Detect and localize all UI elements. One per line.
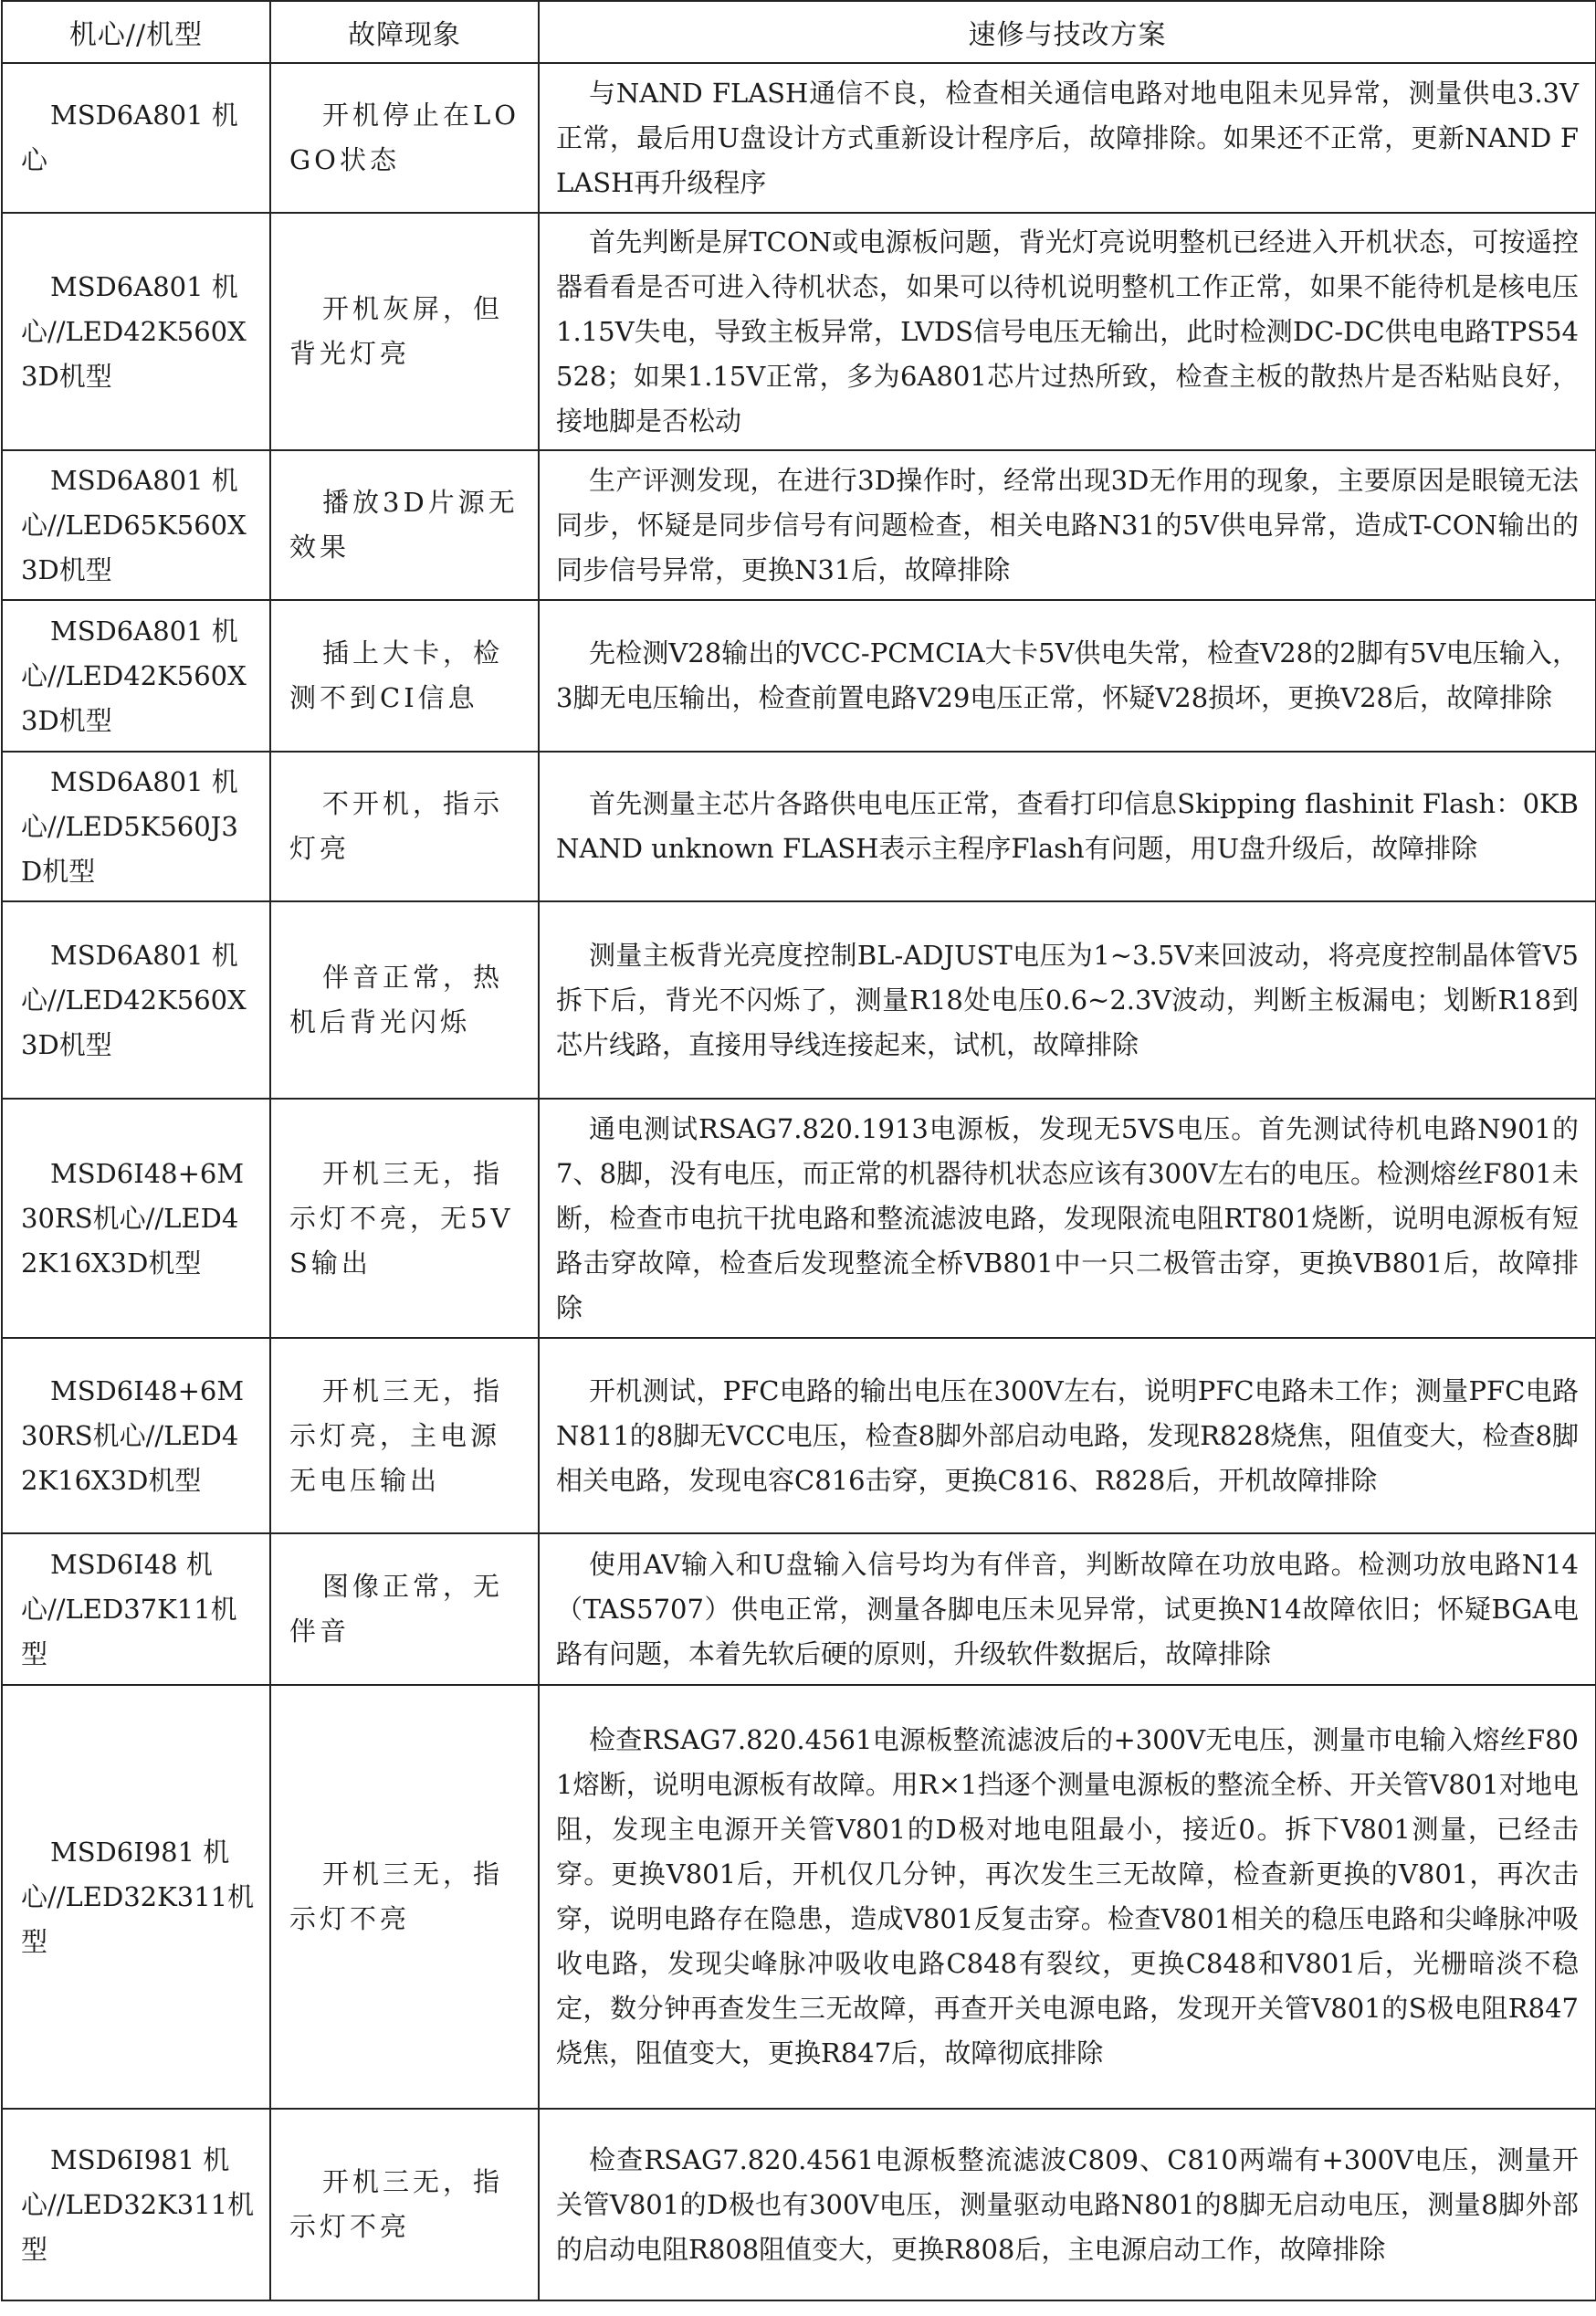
row-symptom: 播放3D片源无效果 xyxy=(270,450,539,600)
table-row xyxy=(2,1338,1596,1533)
row-model: MSD6I48+6M30RS机心//LED42K16X3D机型 xyxy=(2,1099,270,1338)
row-symptom: 插上大卡，检测不到CI信息 xyxy=(270,600,539,752)
row-fix: 先检测V28输出的VCC-PCMCIA大卡5V供电失常，检查V28的2脚有5V电压输入，3脚无电压输出，检查前置电路V29电压正常，怀疑V28损坏，更换V28后，故障排除 xyxy=(539,600,1596,752)
row-symptom: 不开机，指示灯亮 xyxy=(270,752,539,901)
header-fix: 速修与技改方案 xyxy=(539,1,1596,63)
row-fix: 与NAND FLASH通信不良，检查相关通信电路对地电阻未见异常，测量供电3.3V正常，最后用U盘设计方式重新设计程序后，故障排除。如果还不正常，更新NAND FLASH再升级程序 xyxy=(539,63,1596,213)
table-row xyxy=(2,450,1596,600)
header-model: 机心//机型 xyxy=(2,1,270,63)
header-symptom: 故障现象 xyxy=(270,1,539,63)
row-fix: 使用AV输入和U盘输入信号均为有伴音，判断故障在功放电路。检测功放电路N14（TAS5707）供电正常，测量各脚电压未见异常，试更换N14故障依旧；怀疑BGA电路有问题，本着先软后硬的原则，升级软件数据后，故障排除 xyxy=(539,1533,1596,1685)
row-symptom: 开机三无，指示灯亮，主电源无电压输出 xyxy=(270,1338,539,1533)
row-fix: 测量主板背光亮度控制BL-ADJUST电压为1~3.5V来回波动，将亮度控制晶体管V5拆下后，背光不闪烁了，测量R18处电压0.6~2.3V波动，判断主板漏电；划断R18到芯片线路，直接用导线连接起来，试机，故障排除 xyxy=(539,901,1596,1099)
table-row xyxy=(2,901,1596,1099)
row-model: MSD6A801 机心//LED5K560J3D机型 xyxy=(2,752,270,901)
row-symptom: 图像正常，无伴音 xyxy=(270,1533,539,1685)
row-model: MSD6I48+6M30RS机心//LED42K16X3D机型 xyxy=(2,1338,270,1533)
table-row xyxy=(2,1533,1596,1685)
table-row xyxy=(2,213,1596,450)
row-fix: 开机测试，PFC电路的输出电压在300V左右，说明PFC电路未工作；测量PFC电路N811的8脚无VCC电压，检查8脚外部启动电路，发现R828烧焦，阻值变大，检查8脚相关电路，发现电容C816击穿，更换C816、R828后，开机故障排除 xyxy=(539,1338,1596,1533)
row-model: MSD6A801 机心//LED42K560X3D机型 xyxy=(2,901,270,1099)
row-model: MSD6I48 机心//LED37K11机型 xyxy=(2,1533,270,1685)
row-model: MSD6A801 机心//LED42K560X3D机型 xyxy=(2,600,270,752)
row-fix: 生产评测发现，在进行3D操作时，经常出现3D无作用的现象，主要原因是眼镜无法同步，怀疑是同步信号有问题检查，相关电路N31的5V供电异常，造成T-CON输出的同步信号异常，更换N31后，故障排除 xyxy=(539,450,1596,600)
row-model: MSD6A801 机心//LED42K560X3D机型 xyxy=(2,213,270,450)
row-symptom: 开机三无，指示灯不亮，无5VS输出 xyxy=(270,1099,539,1338)
row-fix: 首先判断是屏TCON或电源板问题，背光灯亮说明整机已经进入开机状态，可按遥控器看看是否可进入待机状态，如果可以待机说明整机工作正常，如果不能待机是核电压1.15V失电，导致主板异常，LVDS信号电压无输出，此时检测DC-DC供电电路TPS54528；如果1.15V正常，多为6A801芯片过热所致，检查主板的散热片是否粘贴良好，接地脚是否松动 xyxy=(539,213,1596,450)
table-row xyxy=(2,1685,1596,2109)
repair-table xyxy=(1,0,1596,2301)
table-header-row xyxy=(2,1,1596,63)
row-symptom: 开机灰屏，但背光灯亮 xyxy=(270,213,539,450)
row-fix: 检查RSAG7.820.4561电源板整流滤波C809、C810两端有+300V电压，测量开关管V801的D极也有300V电压，测量驱动电路N801的8脚无启动电压，测量8脚外部的启动电阻R808阻值变大，更换R808后，主电源启动工作，故障排除 xyxy=(539,2109,1596,2300)
table-row xyxy=(2,752,1596,901)
table-row xyxy=(2,63,1596,213)
row-symptom: 开机三无，指示灯不亮 xyxy=(270,1685,539,2109)
row-model: MSD6I981 机心//LED32K311机型 xyxy=(2,2109,270,2300)
row-model: MSD6A801 机心 xyxy=(2,63,270,213)
table-row xyxy=(2,1099,1596,1338)
row-fix: 通电测试RSAG7.820.1913电源板，发现无5VS电压。首先测试待机电路N901的7、8脚，没有电压，而正常的机器待机状态应该有300V左右的电压。检测熔丝F801未断，检查市电抗干扰电路和整流滤波电路，发现限流电阻RT801烧断，说明电源板有短路击穿故障，检查后发现整流全桥VB801中一只二极管击穿，更换VB801后，故障排除 xyxy=(539,1099,1596,1338)
row-fix: 首先测量主芯片各路供电电压正常，查看打印信息Skipping flashinit Flash：0KB NAND unknown FLASH表示主程序Flash有问题，用U盘升级后，故障排除 xyxy=(539,752,1596,901)
row-symptom: 开机停止在LOGO状态 xyxy=(270,63,539,213)
row-fix: 检查RSAG7.820.4561电源板整流滤波后的+300V无电压，测量市电输入熔丝F801熔断，说明电源板有故障。用R×1挡逐个测量电源板的整流全桥、开关管V801对地电阻，发现主电源开关管V801的D极对地电阻最小，接近0。拆下V801测量，已经击穿。更换V801后，开机仅几分钟，再次发生三无故障，检查新更换的V801，再次击穿，说明电路存在隐患，造成V801反复击穿。检查V801相关的稳压电路和尖峰脉冲吸收电路，发现尖峰脉冲吸收电路C848有裂纹，更换C848和V801后，光栅暗淡不稳定，数分钟再查发生三无故障，再查开关电源电路，发现开关管V801的S极电阻R847烧焦，阻值变大，更换R847后，故障彻底排除 xyxy=(539,1685,1596,2109)
table-row xyxy=(2,600,1596,752)
table-row xyxy=(2,2109,1596,2300)
row-symptom: 伴音正常，热机后背光闪烁 xyxy=(270,901,539,1099)
row-model: MSD6A801 机心//LED65K560X3D机型 xyxy=(2,450,270,600)
row-model: MSD6I981 机心//LED32K311机型 xyxy=(2,1685,270,2109)
row-symptom: 开机三无，指示灯不亮 xyxy=(270,2109,539,2300)
